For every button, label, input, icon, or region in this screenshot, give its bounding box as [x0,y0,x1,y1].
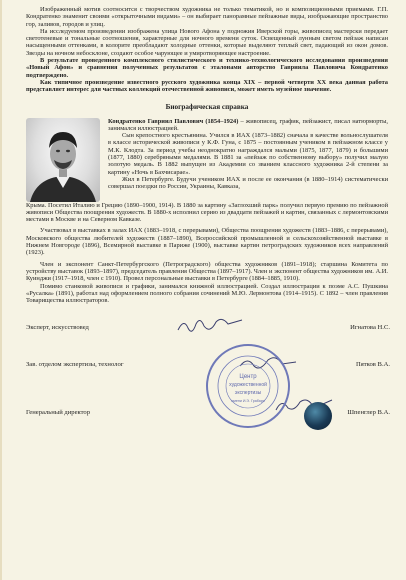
bio-paragraph-4: Помимо станковой живописи и графики, занимался книжной иллюстрацией. Создал иллюстрации к поэме А.С. Пушкина «Русалка» (1891), работал над оформлением полного собрания сочинений М.Ю. Лермонтова (1914–1915). С 1892 – член правления Товарищества иллюстраторов. [26,282,388,305]
bio-artist-name: Кондратенко Гавриил Павлович (1854–1924) [108,117,239,125]
stamp-text-line: экспертизы [234,390,262,397]
bio-section [26,118,388,202]
bio-side-paragraph-2: Жил в Петербурге. Будучи учеником ИАХ и после ее окончания (в 1880–1914) систематически совершал поездки по России, Украины, Кавказа, [108,175,388,191]
expertise-center-stamp [206,344,290,428]
bio-paragraph-2: Участвовал в выставках в залах ИАХ (1883–1918, с перерывами), Общества поощрения художеств (1883–1886, с перерывами), Московского общества любителей художеств (1887–1890), Всероссийской промышленной и сельскохозяйственной выставке в Нижнем Новгороде (1896), Всемирной выставке в Париже (1900), выставке картин петроградских художников всех направлений (1923). [26,227,388,257]
bio-lead-text: – живописец, график, пейзажист, писал натюрморты, занимался иллюстрацией. [108,117,388,132]
bio-paragraph-3: Член и экспонент Санкт-Петербургского (Петроградского) общества художников (1891–1918); старшина Комитета по устройству выставок (1893–1897), председатель правления Общества (1897–1917). Член и экспонент общества художников им. А.И. Куинджи (1917–1918, член с 1910). Провел персональные выставки в Петербурге (1884–1885, 1910). [26,260,388,283]
intro-paragraph-1: Изображенный мотив соотносится с творчеством художника не только тематикой, но и композиционными приемами. Г.П. Кондратенко знаменит своими «открыточными видами» – он выбирает панорамные пейзажные виды, изображающие пространство гор, заливов, городов и улиц. [26,6,388,28]
signature-name: Шпенглер В.А. [347,409,390,417]
portrait-drawing [26,118,100,202]
conclusion-paragraph-2: Как типичное произведение известного русского художника конца XIX – первой четверти XX века данная работа представляет интерес для частных коллекций отечественной живописи, может иметь музейное значение. [26,78,388,94]
intro-paragraph-2: На исследуемом произведении изображена улица Нового Афона у подножия Иверской горы, живописец мастерски передает светотеневые и тональные соотношения, характерные для ночного времени суток. Освещенный лунным светом пейзаж написан насыщенными оттенками, в колорите преобладают холодные оттенки, которые выделяют теплый свет, падающий из окон домов. Звезды на ночном небосклоне, создают особое чарующее и умиротворяющее настроение. [26,27,388,57]
bio-side-text [108,118,388,202]
stamp-text-line: имени И.Э. Грабаря [231,399,265,404]
hologram-seal [304,402,332,430]
bio-title: Биографическая справка [165,102,249,111]
bio-side-paragraph-1: Сын крепостного крестьянина. Учился в ИАХ (1873–1882) сначала в качестве вольнослушателя в классе исторической живописи у К.Ф. Гуна, с 1875 – постоянным учеником в пейзажном классе у М.К. Клодта. За период учебы неоднократно награждался малыми (1875, 1877, 1879) и большими (1877, 1880) серебряными медалями. В 1881 за «пейзаж по собственному выбору» получил малую золотую медаль. В 1882 выпущен из Академии со званием классного художника 2-й степени за картину «Ночь в Бахчисарае». [108,132,388,176]
conclusion-paragraph-1: В результате проведенного комплексного стилистического и технико-технологического исследования произведения «Новый Афон» и сравнения полученных результатов с эталонами авторство Гавриила Павловича Кондратенко подтверждено. [26,57,388,79]
bio-intro-paragraph [108,118,388,133]
signature-role: Генеральный директор [26,409,91,417]
stamp-text-line: художественной [229,382,267,389]
signature-block [26,314,388,434]
stamp-drawing [208,346,288,426]
stamp-text-line: Центр [239,374,257,381]
artist-portrait-image [26,118,100,202]
bio-paragraph-1: Крыма. Посетил Италию и Грецию (1890–1900, 1914). В 1880 за картину «Заглохший парк» получил первую премию по пейзажной живописи Общества поощрения художеств. В 1880-х исполнил серию из двадцати пейзажей и картин, связанных с лермонтовскими местами в Москве и на Северном Кавказе. [26,201,388,224]
signature-role: Эксперт, искусствовед [26,324,89,332]
signature-name: Пятков В.А. [355,361,390,369]
signature-role: Зав. отделом экспертизы, технолог [26,361,124,369]
handwritten-signature-1 [176,314,246,336]
signature-name: Игнатова Н.С. [350,324,390,332]
